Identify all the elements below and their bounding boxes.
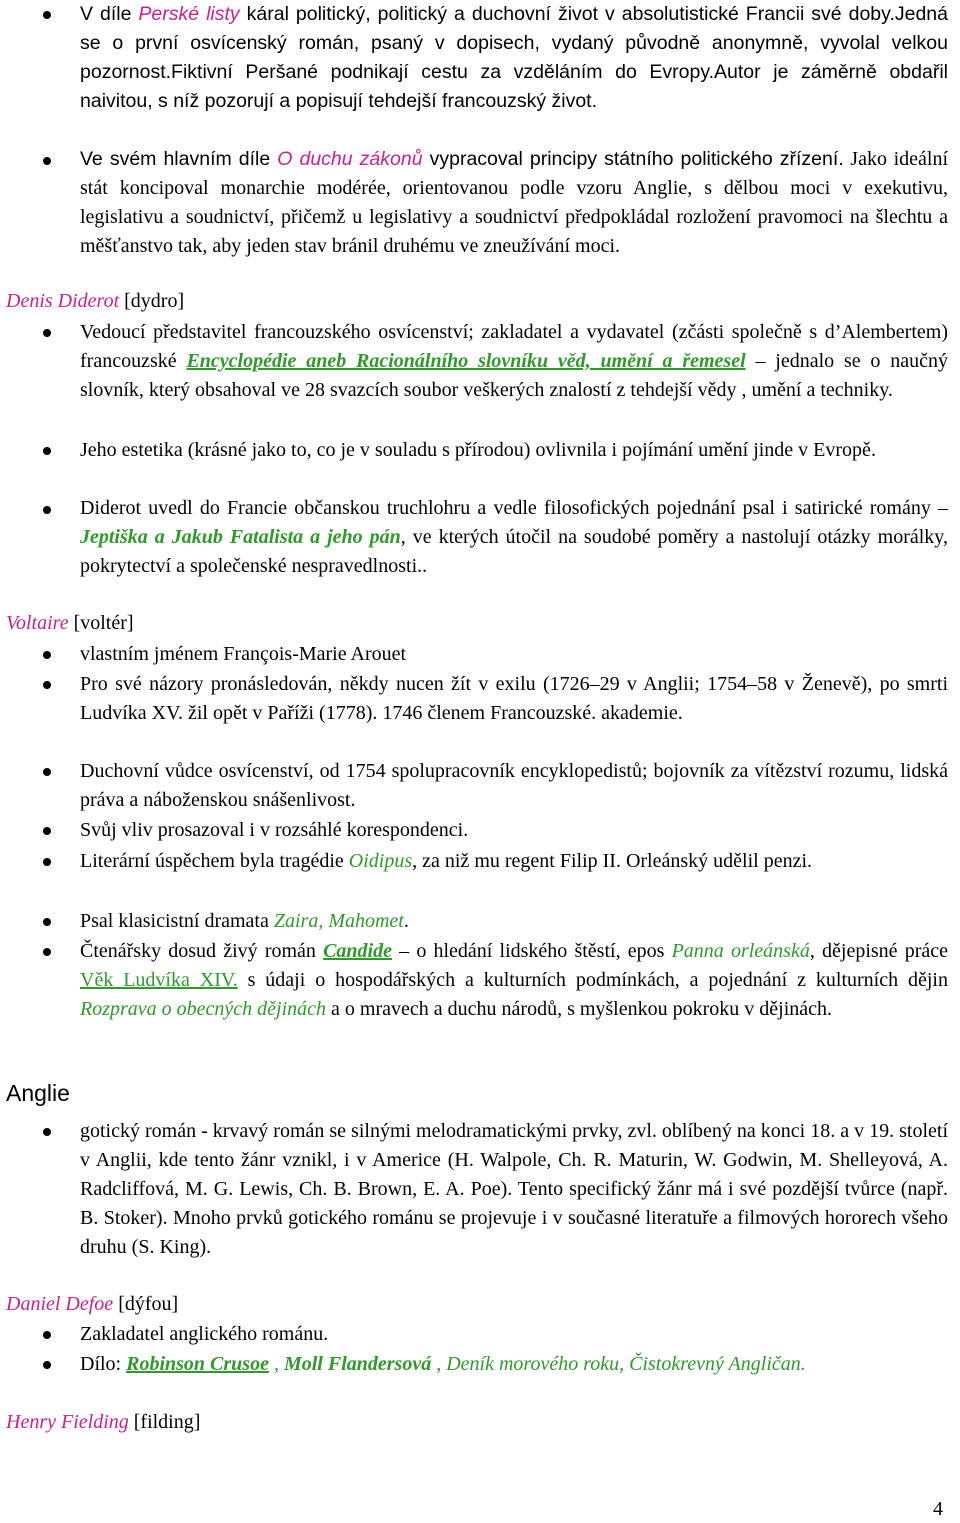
author-heading-voltaire <box>6 609 134 638</box>
list-item: Jeho estetika (krásné jako to, co je v souladu s přírodou) ovlivnila i pojímání umění jinde v Evropě. <box>80 439 876 461</box>
list-item: Čtenářsky dosud živý román Candide – o hledání lidského štěstí, epos Panna orleánská, dějepisné práce Věk Ludvíka XIV. s údaji o hospodářských a kulturních podmínkách, a pojednání z kulturních dějin Rozprava o obecných dějinách a o mravech a duchu národů, s myšlenkou pokroku v dějinách. <box>80 940 948 1020</box>
author-name: Daniel Defoe <box>6 1293 114 1315</box>
work-title: O duchu zákonů <box>277 148 423 170</box>
list-item: Pro své názory pronásledován, někdy nucen žít v exilu (1726–29 v Anglii; 1754–58 v Ženevě), po smrti Ludvíka XV. žil opět v Paříži (1778). 1746 členem Francouzské. akademie. <box>80 673 948 724</box>
work-title: Panna orleánská <box>671 940 810 962</box>
list-item: Zakladatel anglického románu. <box>80 1323 329 1345</box>
pronunciation: [filding] <box>128 1411 201 1433</box>
bullet <box>43 1128 51 1136</box>
text: V díle <box>80 3 139 25</box>
text: vypracoval principy státního politického zřízení. <box>422 148 844 170</box>
pronunciation: [dydro] <box>119 290 185 312</box>
bullet <box>43 651 51 659</box>
work-title: Rozprava o obecných dějinách <box>80 998 327 1020</box>
bullet <box>43 1361 51 1369</box>
work-title-link[interactable]: Encyclopédie aneb Racionálního slovníku věd, umění a řemesel <box>186 350 746 372</box>
paragraph-o-duchu-zakonu <box>80 145 948 261</box>
text: káral politický, politický a duchovní život v absolutistické Francii své doby.Jedná se o první osvícenský román, psaný v dopisech, vydaný původně anonymně, vyvolal velkou pozornost.Fiktivní Peršané podnikají cestu za vzděláním do Evropy.Autor je záměrně obdařil naivitou, s níž pozorují a popisují tehdejší francouzský život. <box>80 3 948 112</box>
text: Jako ideální stát koncipoval monarchie modérée, orientovanou podle vzoru Anglie, s dělbou moci v exekutivu, legislativu a soudnictví, přičemž u legislativy a soudnictví předpokládal rozložení pravomoci na šlechtu a měšťanstvo tak, aby jeden stav bránil druhému ve zneužívání moci. <box>80 148 948 257</box>
bullet <box>43 329 51 337</box>
list-item: Duchovní vůdce osvícenství, od 1754 spolupracovník encyklopedistů; bojovník za vítězství rozumu, lidská práva a náboženskou snášenlivost. <box>80 760 948 811</box>
list-item: Psal klasicistní dramata Zaira, Mahomet. <box>80 910 409 932</box>
page-number: 4 <box>933 1498 943 1520</box>
bullet <box>43 768 51 776</box>
paragraph-perske-listy <box>80 0 948 116</box>
work-title-link[interactable]: Věk Ludvíka XIV. <box>80 969 238 991</box>
list-item: Dílo: Robinson Crusoe , Moll Flandersová , Deník morového roku, Čistokrevný Angličan. <box>80 1353 806 1375</box>
section-heading: Anglie <box>6 1080 70 1106</box>
author-heading-fielding <box>6 1408 200 1437</box>
work-title: Jeptiška a Jakub Fatalista a jeho pán <box>80 526 401 548</box>
list-item: Svůj vliv prosazoval i v rozsáhlé korespondenci. <box>80 819 469 841</box>
work-titles: , Deník morového roku, Čistokrevný Angličan. <box>431 1353 806 1375</box>
work-title: Zaira, Mahomet <box>273 910 404 932</box>
list-item: gotický román - krvavý román se silnými melodramatickými prvky, zvl. oblíbený na konci 18. a v 19. století v Anglii, kde tento žánr vznikl, i v Americe (H. Walpole, Ch. R. Maturin, W. Godwin, M. Shelleyová, A. Radcliffová, M. G. Lewis, Ch. B. Brown, E. A. Poe). Tento specifický žánr má i své pozdější tvůrce (např. B. Stoker). Mnoho prvků gotického románu se projevuje i v současné literatuře a filmových hororech všeho druhu (S. King). <box>80 1120 948 1258</box>
author-name: Denis Diderot <box>6 290 120 312</box>
bullet <box>43 918 51 926</box>
bullet <box>43 1331 51 1339</box>
bullet <box>43 447 51 455</box>
pronunciation: [dýfou] <box>113 1293 179 1315</box>
work-title-link[interactable]: Candide <box>323 940 392 962</box>
bullet <box>43 827 51 835</box>
author-name: Henry Fielding <box>6 1411 129 1433</box>
bullet <box>43 506 51 514</box>
bullet <box>43 681 51 689</box>
list-item: vlastním jménem François-Marie Arouet <box>80 643 407 665</box>
work-title: Perské listy <box>138 3 240 25</box>
work-title-link[interactable]: Robinson Crusoe <box>126 1353 269 1375</box>
text: Ve svém hlavním díle <box>80 148 278 170</box>
pronunciation: [voltér] <box>68 612 134 634</box>
bullet <box>43 157 51 165</box>
list-item: Literární úspěchem byla tragédie Oidipus, za niž mu regent Filip II. Orleánský udělil penzi. <box>80 850 813 872</box>
bullet <box>43 858 51 866</box>
author-heading-defoe <box>6 1290 178 1319</box>
work-title: Moll Flandersová <box>283 1353 432 1375</box>
list-item: Vedoucí představitel francouzského osvícenství; zakladatel a vydavatel (zčásti společně s d’Alembertem) francouzské Encyclopédie aneb Racionálního slovníku věd, umění a řemesel – jednalo se o naučný slovník, který obsahoval ve 28 svazcích soubor veškerých znalostí z tehdejší vědy , umění a techniky. <box>80 321 948 401</box>
author-heading-diderot <box>6 287 184 316</box>
work-title: Oidipus <box>348 850 413 872</box>
bullet <box>43 11 51 19</box>
author-name: Voltaire <box>6 612 69 634</box>
bullet <box>43 948 51 956</box>
list-item: Diderot uvedl do Francie občanskou truchlohru a vedle filosofických pojednání psal i satirické romány – Jeptiška a Jakub Fatalista a jeho pán, ve kterých útočil na soudobé poměry a nastolují otázky morálky, pokrytectví a společenské nespravedlnosti.. <box>80 497 948 577</box>
